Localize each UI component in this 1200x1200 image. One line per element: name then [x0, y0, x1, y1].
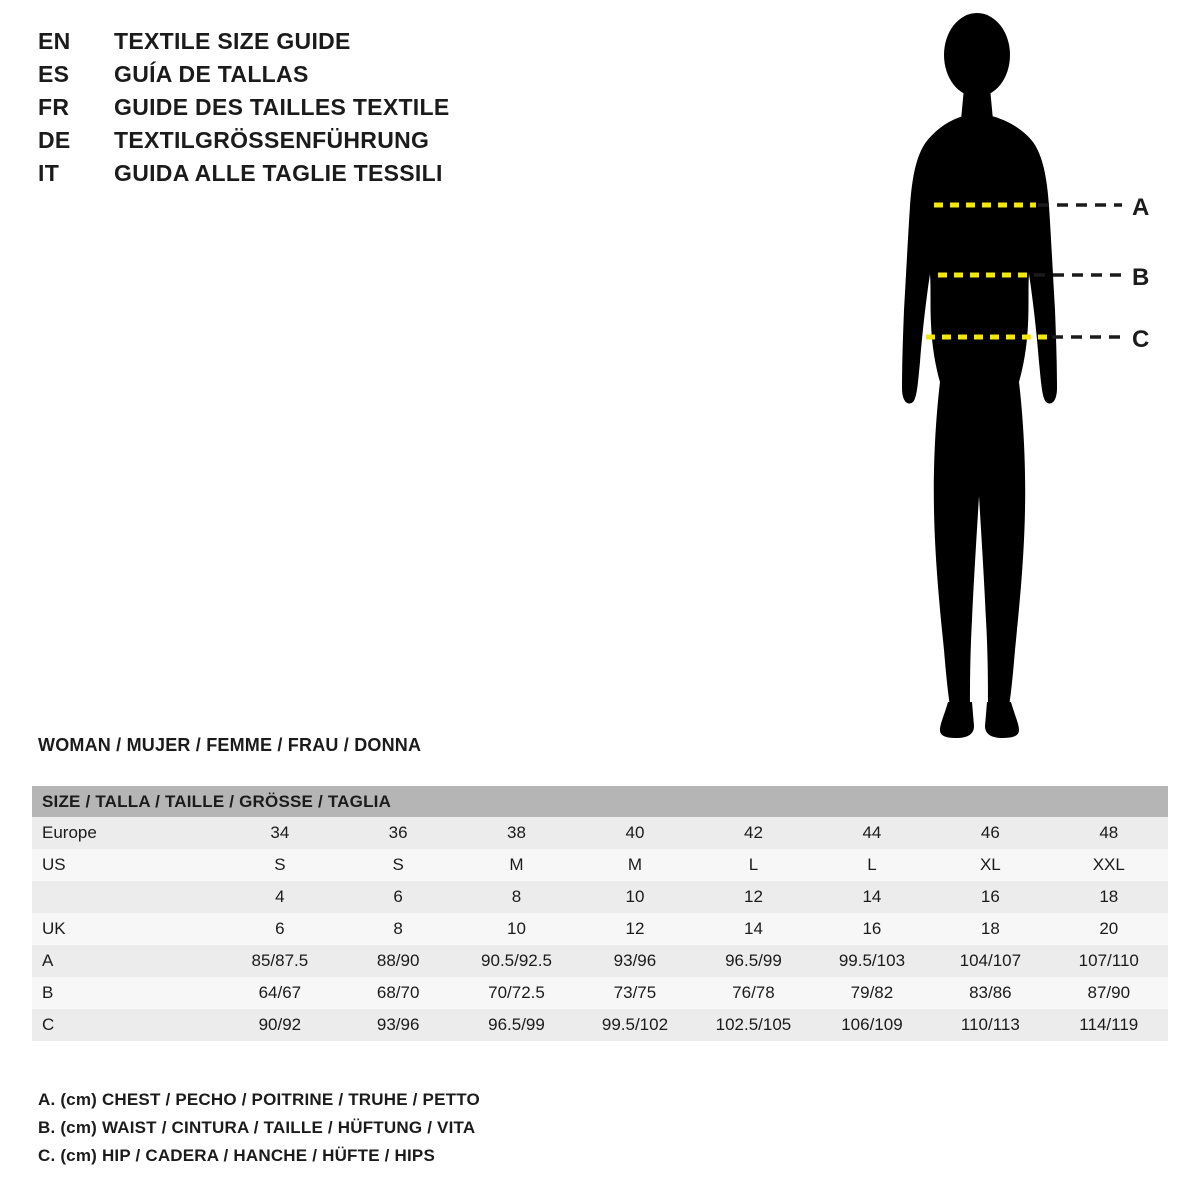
size-table [32, 786, 1168, 1041]
table-row [32, 945, 1168, 977]
title-row [38, 61, 678, 94]
legend-line-a: A. (cm) CHEST / PECHO / POITRINE / TRUHE / PETTO [38, 1090, 480, 1109]
cell-uk-0: 6 [275, 919, 285, 938]
marker-a-label: A [1132, 194, 1150, 221]
title-lang-de: DE [38, 127, 71, 153]
cell-usnum-0: 4 [275, 887, 285, 906]
cell-uk-7: 20 [1099, 919, 1119, 938]
cell-uk-6: 18 [980, 919, 1000, 938]
cell-europe-6: 46 [980, 823, 1000, 842]
female-silhouette-shape [902, 13, 1057, 738]
cell-europe-7: 48 [1099, 823, 1119, 842]
cell-a-7: 107/110 [1078, 951, 1139, 970]
row-label-europe: Europe [42, 823, 97, 842]
cell-c-1: 93/96 [376, 1015, 420, 1034]
table-header-row [32, 786, 1168, 817]
cell-us-0: S [274, 855, 286, 874]
cell-c-4: 102.5/105 [715, 1015, 792, 1034]
cell-a-4: 96.5/99 [725, 951, 782, 970]
cell-usnum-6: 16 [980, 887, 1000, 906]
table-row [32, 849, 1168, 881]
cell-us-2: M [509, 855, 524, 874]
title-text-en: TEXTILE SIZE GUIDE [114, 28, 351, 54]
cell-uk-2: 10 [507, 919, 526, 938]
section-heading: WOMAN / MUJER / FEMME / FRAU / DONNA [38, 735, 422, 755]
title-row [38, 28, 678, 61]
cell-b-0: 64/67 [258, 983, 302, 1002]
cell-uk-4: 14 [743, 919, 763, 938]
table-row [32, 881, 1168, 913]
row-label-b: B [42, 983, 54, 1002]
cell-europe-4: 42 [743, 823, 763, 842]
cell-europe-1: 36 [388, 823, 408, 842]
cell-usnum-3: 10 [625, 887, 645, 906]
cell-europe-0: 34 [270, 823, 290, 842]
title-lang-it: IT [38, 160, 60, 186]
table-row [32, 977, 1168, 1009]
cell-usnum-4: 12 [743, 887, 763, 906]
cell-us-3: M [627, 855, 643, 874]
row-label-a: A [42, 951, 54, 970]
cell-b-1: 68/70 [376, 983, 420, 1002]
cell-b-2: 70/72.5 [488, 983, 545, 1002]
cell-c-3: 99.5/102 [601, 1015, 669, 1034]
title-text-es: GUÍA DE TALLAS [114, 61, 309, 87]
marker-c-label: C [1132, 326, 1150, 353]
cell-us-5: L [867, 855, 877, 874]
title-lang-fr: FR [38, 94, 70, 120]
measurement-legend [38, 1090, 738, 1174]
cell-uk-3: 12 [625, 919, 645, 938]
table-row [32, 913, 1168, 945]
title-text-de: TEXTILGRÖSSENFÜHRUNG [114, 127, 430, 153]
row-label-us-numeric [32, 881, 221, 913]
title-text-fr: GUIDE DES TAILLES TEXTILE [114, 94, 450, 120]
cell-a-0: 85/87.5 [251, 951, 309, 970]
cell-usnum-7: 18 [1099, 887, 1119, 906]
cell-c-0: 90/92 [258, 1015, 302, 1034]
cell-europe-5: 44 [862, 823, 882, 842]
table-header-label: SIZE / TALLA / TAILLE / GRÖSSE / TAGLIA [32, 786, 1168, 817]
cell-a-3: 93/96 [613, 951, 657, 970]
cell-us-6: XL [979, 855, 1001, 874]
row-label-uk: UK [42, 919, 66, 938]
marker-b-label: B [1132, 264, 1150, 291]
cell-c-2: 96.5/99 [488, 1015, 545, 1034]
cell-uk-1: 8 [393, 919, 403, 938]
row-label-us: US [42, 855, 66, 874]
cell-c-5: 106/109 [841, 1015, 903, 1034]
legend-line-c: C. (cm) HIP / CADERA / HANCHE / HÜFTE / HIPS [38, 1146, 436, 1165]
cell-b-4: 76/78 [732, 983, 775, 1002]
legend-line-b: B. (cm) WAIST / CINTURA / TAILLE / HÜFTUNG / VITA [38, 1118, 476, 1137]
table-row [32, 1009, 1168, 1041]
cell-a-5: 99.5/103 [838, 951, 906, 970]
title-row [38, 160, 678, 193]
title-row [38, 94, 678, 127]
cell-b-3: 73/75 [613, 983, 657, 1002]
cell-europe-2: 38 [507, 823, 526, 842]
cell-uk-5: 16 [862, 919, 882, 938]
cell-c-7: 114/119 [1079, 1015, 1139, 1034]
title-lang-es: ES [38, 61, 70, 87]
title-lang-en: EN [38, 28, 71, 54]
cell-usnum-1: 6 [393, 887, 403, 906]
row-label-c: C [42, 1015, 55, 1034]
cell-a-6: 104/107 [959, 951, 1022, 970]
title-block [38, 28, 678, 193]
cell-a-2: 90.5/92.5 [481, 951, 552, 970]
title-text-it: GUIDA ALLE TAGLIE TESSILI [114, 160, 443, 186]
cell-b-6: 83/86 [969, 983, 1012, 1002]
cell-a-1: 88/90 [376, 951, 420, 970]
cell-europe-3: 40 [625, 823, 645, 842]
cell-b-7: 87/90 [1087, 983, 1131, 1002]
body-figure [860, 10, 1190, 750]
cell-us-4: L [748, 855, 759, 874]
cell-c-6: 110/113 [960, 1015, 1020, 1034]
cell-usnum-5: 14 [862, 887, 882, 906]
cell-us-1: S [392, 855, 404, 874]
cell-usnum-2: 8 [511, 887, 522, 906]
table-row [32, 817, 1168, 849]
cell-us-7: XXL [1092, 855, 1125, 874]
cell-b-5: 79/82 [850, 983, 894, 1002]
title-row [38, 127, 678, 160]
